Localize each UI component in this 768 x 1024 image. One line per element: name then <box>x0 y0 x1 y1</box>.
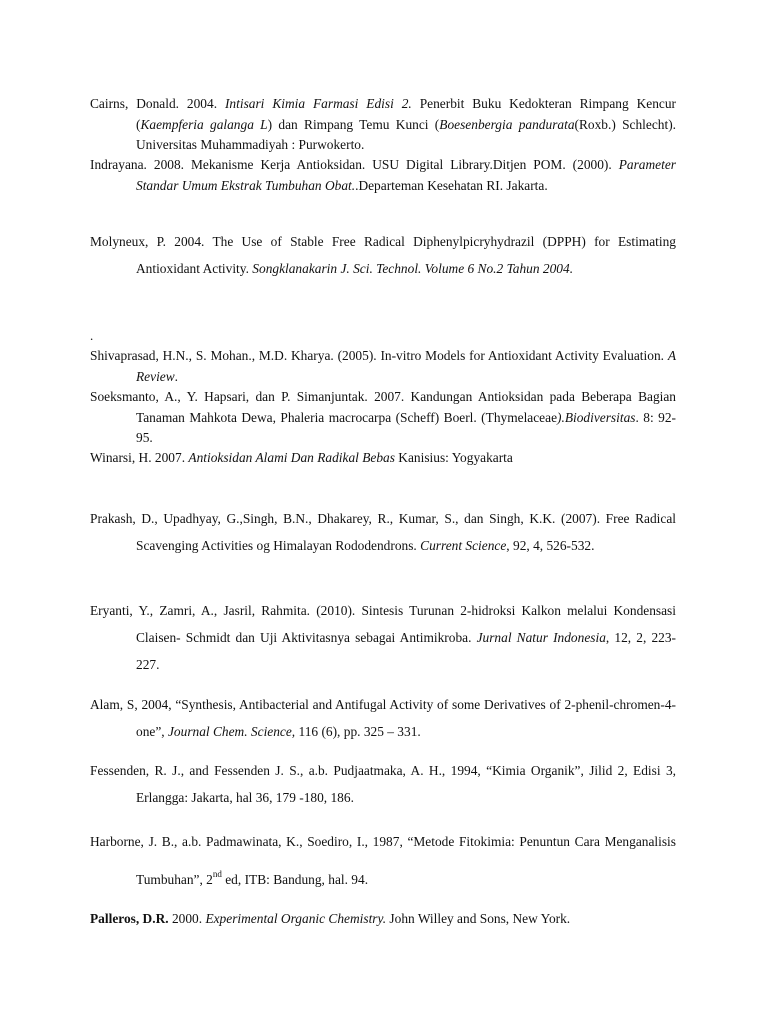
reference-palleros: Palleros, D.R. 2000. Experimental Organic Chemistry. John Willey and Sons, New York. <box>90 911 571 926</box>
reference-shivaprasad: Shivaprasad, H.N., S. Mohan., M.D. Kharya. (2005). In-vitro Models for Antioxidant Activity Evaluation. A Review. <box>90 348 676 384</box>
reference-prakash: Prakash, D., Upadhyay, G.,Singh, B.N., Dhakarey, R., Kumar, S., dan Singh, K.K. (2007). Free Radical Scavenging Activities og Himalayan Rododendrons. Current Science, 92, 4, 526-532. <box>90 511 676 553</box>
reference-eryanti: Eryanti, Y., Zamri, A., Jasril, Rahmita. (2010). Sintesis Turunan 2-hidroksi Kalkon melalui Kondensasi Claisen- Schmidt dan Uji Aktivitasnya sebagai Antimikroba. Jurnal Natur Indonesia, 12, 2, 223-227. <box>90 603 676 672</box>
reference-molyneux: Molyneux, P. 2004. The Use of Stable Free Radical Diphenylpicryhydrazil (DPPH) for Estimating Antioxidant Activity. Songklanakarin J. Sci. Technol. Volume 6 No.2 Tahun 2004. <box>90 234 676 276</box>
reference-harborne: Harborne, J. B., a.b. Padmawinata, K., Soediro, I., 1987, “Metode Fitokimia: Penuntun Cara Menganalisis Tumbuhan”, 2nd ed, ITB: Bandung, hal. 94. <box>90 834 676 887</box>
reference-winarsi: Winarsi, H. 2007. Antioksidan Alami Dan Radikal Bebas Kanisius: Yogyakarta <box>90 450 513 465</box>
reference-cairns: Cairns, Donald. 2004. Intisari Kimia Farmasi Edisi 2. Penerbit Buku Kedokteran Rimpang Kencur (Kaempferia galanga L) dan Rimpang Temu Kunci (Boesenbergia pandurata(Roxb.) Schlecht). Universitas Muhammadiyah : Purwokerto. <box>90 96 677 152</box>
reference-soeksmanto: Soeksmanto, A., Y. Hapsari, dan P. Simanjuntak. 2007. Kandungan Antioksidan pada Beberapa Bagian Tanaman Mahkota Dewa, Phaleria macrocarpa (Scheff) Boerl. (Thymelaceae).Biodiversitas. 8: 92-95. <box>90 389 676 445</box>
reference-alam: Alam, S, 2004, “Synthesis, Antibacterial and Antifugal Activity of some Derivatives of 2-phenil-chromen-4-one”, Journal Chem. Science, 116 (6), pp. 325 – 331. <box>90 697 676 739</box>
stray-dot: . <box>90 328 94 343</box>
reference-indrayana: Indrayana. 2008. Mekanisme Kerja Antioksidan. USU Digital Library.Ditjen POM. (2000). Parameter Standar Umum Ekstrak Tumbuhan Obat..Departeman Kesehatan RI. Jakarta. <box>90 157 676 193</box>
reference-fessenden: Fessenden, R. J., and Fessenden J. S., a.b. Pudjaatmaka, A. H., 1994, “Kimia Organik”, Jilid 2, Edisi 3, Erlangga: Jakarta, hal 36, 179 -180, 186. <box>90 763 676 805</box>
